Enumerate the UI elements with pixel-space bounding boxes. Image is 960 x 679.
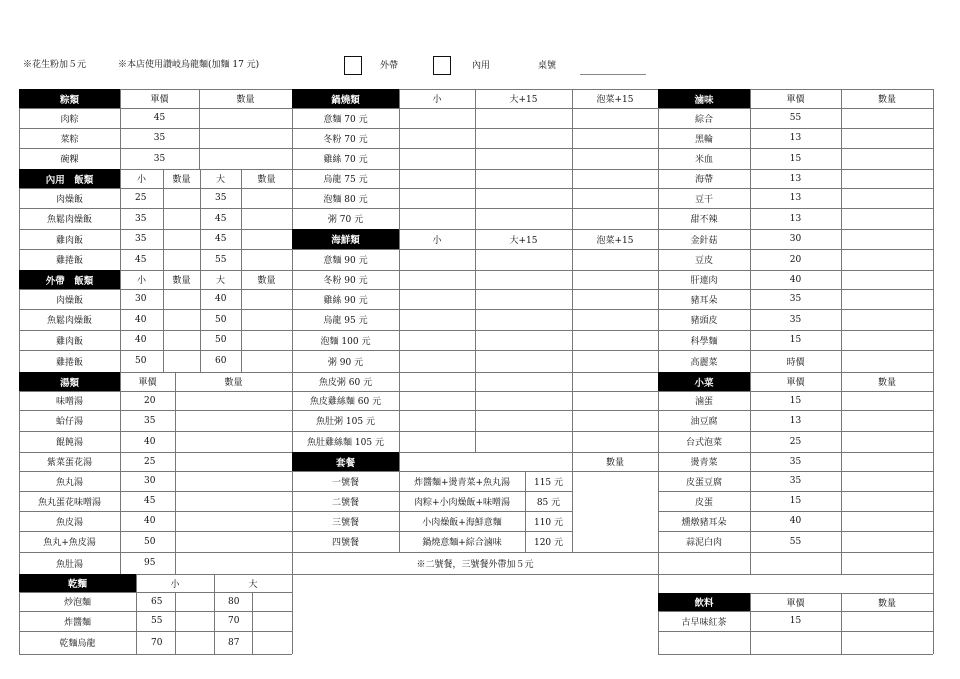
seafood-header: 海鮮類 (292, 229, 399, 249)
dine-in-label: 內用 (472, 61, 491, 71)
list-item: 燙青菜 (690, 458, 718, 468)
dinein-rice-header: 內用 飯類 (19, 169, 120, 188)
item-price: 35 (153, 133, 166, 143)
list-item: 米血 (694, 155, 713, 165)
grid-line (120, 372, 121, 574)
luwei-price-header: 單價 (786, 95, 805, 105)
set-meal-name: 一號餐 (331, 477, 359, 488)
list-item: 滷蛋 (694, 397, 713, 407)
set-meal-content: 鍋燒意麵+綜合滷味 (422, 538, 502, 548)
item-price: 15 (789, 153, 802, 164)
hotpot-veg-header: 泡菜+15 (596, 95, 634, 105)
set-meal-content: 小肉燥飯+海鮮意麵 (422, 517, 502, 528)
grid-line (175, 592, 176, 654)
item-price: 13 (789, 415, 802, 426)
item-price: 25 (144, 456, 156, 467)
hotpot-small-header: 小 (432, 95, 442, 105)
soup-qty-header: 數量 (224, 378, 243, 388)
item-price: 30 (789, 234, 802, 244)
grid-line (658, 574, 933, 575)
list-item: 豆皮 (694, 256, 713, 266)
list-item: 綜合 (694, 114, 713, 125)
list-item: 金針菇 (690, 235, 718, 246)
item-price: 35 (789, 314, 802, 325)
zongzi-qty-header: 數量 (236, 95, 255, 105)
item-price-large: 45 (215, 213, 227, 224)
grid-line (475, 89, 476, 452)
item-price-large: 45 (215, 234, 227, 244)
dine-in-checkbox[interactable] (433, 56, 451, 75)
set-meal-name: 二號餐 (331, 497, 359, 508)
grid-line (658, 631, 933, 632)
set-meal-name: 四號餐 (331, 538, 359, 548)
list-item: 魚肚粥 105 元 (316, 417, 375, 427)
list-item: 高麗菜 (690, 357, 718, 368)
grid-line (933, 89, 934, 654)
list-item: 皮蛋 (694, 497, 713, 508)
list-item: 台式泡菜 (685, 438, 722, 448)
set-meal-content: 肉粽+小肉燥飯+味噌湯 (413, 497, 511, 508)
list-item: 烏龍 75 元 (323, 175, 368, 185)
list-item: 豆干 (694, 194, 713, 205)
item-price: 25 (789, 436, 802, 447)
drinks-price-header: 單價 (786, 598, 805, 609)
list-item: 紫菜蛋花湯 (46, 458, 92, 468)
list-item: 海帶 (694, 175, 713, 185)
grid-line (175, 372, 176, 574)
list-item: 皮蛋豆腐 (685, 477, 722, 488)
item-price: 13 (789, 133, 802, 143)
grid-line (572, 89, 573, 552)
item-price: 40 (144, 436, 156, 447)
item-price: 35 (789, 294, 802, 304)
item-price-small: 30 (135, 294, 147, 304)
list-item: 魚丸湯 (55, 477, 83, 488)
side-dish-qty-header: 數量 (877, 378, 896, 388)
set-meal-note: ※二號餐，三號餐外帶加５元 (416, 559, 534, 570)
list-item: 意麵 70 元 (323, 114, 368, 125)
item-price: 55 (789, 536, 802, 547)
hotpot-header: 鍋燒類 (292, 89, 399, 108)
noodle-note: ※本店使用讚岐烏龍麵(加麵 17 元) (118, 60, 260, 70)
list-item: 泡麵 80 元 (323, 194, 368, 205)
grid-line (252, 592, 253, 654)
grid-line (658, 552, 933, 553)
set-meal-price: 110 元 (533, 517, 564, 528)
item-price: 20 (144, 395, 156, 406)
grid-line (19, 654, 292, 655)
item-price-large: 40 (215, 294, 227, 304)
item-price: 45 (144, 496, 156, 506)
list-item: 肉燥飯 (55, 194, 83, 205)
list-item: 乾麵烏龍 (59, 639, 96, 649)
item-price: 35 (789, 456, 802, 467)
dinein-small-header: 小 (136, 175, 146, 185)
takeout-checkbox[interactable] (344, 56, 362, 75)
grid-line (399, 89, 400, 452)
item-price: 13 (789, 213, 802, 224)
takeout-label: 外帶 (380, 61, 399, 71)
list-item: 魚皮湯 (55, 517, 83, 528)
grid-line (841, 89, 842, 574)
item-price: 13 (789, 193, 802, 203)
list-item: 魚丸+魚皮湯 (43, 538, 96, 548)
list-item: 粥 90 元 (327, 357, 364, 368)
list-item: 油豆腐 (690, 417, 718, 427)
item-price: 35 (789, 476, 802, 486)
item-price: 20 (789, 254, 802, 265)
item-price: 45 (153, 113, 166, 123)
item-price: 40 (789, 274, 802, 285)
item-price: 95 (144, 558, 156, 568)
list-item: 魚鬆肉燥飯 (46, 215, 92, 225)
seafood-veg-header: 泡菜+15 (596, 235, 634, 246)
list-item: 雞絲 90 元 (323, 295, 368, 306)
item-price-small: 50 (135, 356, 147, 366)
item-price-large: 50 (215, 314, 227, 325)
list-item: 雞肉飯 (55, 235, 83, 246)
list-item: 粥 70 元 (327, 215, 364, 225)
takeout-large-header: 大 (215, 276, 225, 286)
item-price-large: 60 (215, 356, 227, 366)
item-price: 50 (144, 536, 156, 547)
list-item: 泡麵 100 元 (320, 336, 371, 347)
seafood-large-header: 大+15 (509, 235, 538, 246)
seafood-small-header: 小 (432, 235, 442, 246)
takeout-qty2-header: 數量 (257, 276, 276, 286)
list-item: 魚鬆肉燥飯 (46, 316, 92, 326)
item-price-small: 35 (135, 234, 147, 244)
takeout-rice-header: 外帶 飯類 (19, 270, 120, 289)
list-item: 味噌湯 (55, 397, 83, 407)
item-price: 15 (789, 395, 802, 406)
takeout-qty-header: 數量 (172, 276, 191, 286)
item-price: 30 (144, 476, 156, 486)
list-item: 雞捲飯 (55, 357, 83, 368)
list-item: 烏龍 95 元 (323, 316, 368, 326)
item-price: 15 (789, 496, 802, 506)
list-item: 雞肉飯 (55, 336, 83, 347)
item-price-large: 55 (215, 254, 227, 265)
list-item: 蒜泥白肉 (685, 538, 722, 548)
item-price: 時價 (786, 357, 805, 368)
item-price-small: 40 (135, 335, 147, 345)
set-meal-content: 炸醬麵+燙青菜+魚丸湯 (413, 477, 511, 488)
list-item: 魚皮雞絲麵 60 元 (309, 397, 382, 407)
dinein-qty-header: 數量 (172, 175, 191, 185)
takeout-small-header: 小 (136, 276, 146, 286)
set-meal-header: 套餐 (292, 452, 399, 471)
item-price-small: 40 (135, 314, 147, 325)
list-item: 魚肚雞絲麵 105 元 (307, 438, 384, 448)
side-dish-price-header: 單價 (786, 378, 805, 388)
list-item: 燻燉豬耳朵 (681, 517, 727, 528)
set-meal-price: 120 元 (533, 538, 564, 548)
hotpot-large-header: 大+15 (509, 95, 538, 105)
list-item: 魚肚湯 (55, 559, 83, 570)
peanut-note: ※花生粉加５元 (23, 60, 87, 70)
list-item: 炸醬麵 (63, 617, 91, 628)
set-meal-price: 85 元 (536, 497, 561, 508)
item-price-large: 80 (228, 596, 240, 607)
item-price: 15 (789, 335, 802, 345)
item-price-large: 35 (215, 193, 227, 203)
list-item: 肉粽 (60, 114, 79, 125)
dry-noodle-large-header: 大 (248, 579, 258, 590)
list-item: 科學麵 (690, 336, 718, 347)
list-item: 豬頭皮 (690, 316, 718, 326)
dinein-qty2-header: 數量 (257, 175, 276, 185)
side-dish-header: 小菜 (658, 372, 750, 391)
item-price-large: 87 (228, 637, 240, 648)
zongzi-price-header: 單價 (150, 95, 169, 105)
item-price: 35 (153, 153, 166, 164)
list-item: 冬粉 90 元 (323, 276, 368, 286)
item-price-large: 50 (215, 335, 227, 345)
item-price-small: 55 (151, 616, 163, 626)
item-price: 55 (789, 113, 802, 123)
dry-noodle-small-header: 小 (170, 579, 180, 590)
item-price: 13 (789, 173, 802, 184)
set-meal-qty-header: 數量 (605, 458, 624, 468)
table-number-label: 桌號 (538, 61, 557, 71)
drinks-header: 飲料 (658, 593, 750, 611)
luwei-header: 滷味 (658, 89, 750, 108)
zongzi-header: 粽類 (19, 89, 120, 108)
soup-header: 湯類 (19, 372, 120, 391)
item-price: 40 (789, 516, 802, 526)
item-price: 35 (144, 415, 156, 426)
item-price: 40 (144, 516, 156, 526)
item-price-small: 25 (135, 193, 147, 203)
list-item: 菜粽 (60, 134, 79, 145)
grid-line (292, 574, 658, 575)
dry-noodle-header: 乾麵 (19, 574, 136, 592)
list-item: 豬耳朵 (690, 295, 718, 306)
drinks-qty-header: 數量 (877, 598, 896, 609)
item-price: 15 (789, 616, 802, 626)
list-item: 炒泡麵 (63, 598, 91, 608)
set-meal-name: 三號餐 (331, 517, 359, 528)
set-meal-price: 115 元 (533, 477, 564, 488)
list-item: 黑輪 (694, 134, 713, 145)
list-item: 魚丸蛋花味噌湯 (37, 497, 101, 508)
grid-line (658, 654, 933, 655)
item-price-small: 45 (135, 254, 147, 265)
dinein-large-header: 大 (215, 175, 225, 185)
list-item: 餛飩湯 (55, 438, 83, 448)
item-price-large: 70 (228, 616, 240, 626)
list-item: 碗粿 (60, 155, 79, 165)
item-price-small: 65 (151, 596, 163, 607)
list-item: 冬粉 70 元 (323, 134, 368, 145)
list-item: 肉燥飯 (55, 295, 83, 306)
list-item: 甜不辣 (690, 215, 718, 225)
soup-price-header: 單價 (138, 378, 157, 388)
item-price-small: 70 (151, 637, 163, 648)
list-item: 魚皮粥 60 元 (318, 378, 373, 388)
luwei-qty-header: 數量 (877, 95, 896, 105)
table-number-input[interactable] (580, 74, 646, 75)
list-item: 雞捲飯 (55, 256, 83, 266)
list-item: 蛤仔湯 (55, 417, 83, 427)
list-item: 古早味紅茶 (681, 617, 727, 628)
list-item: 意麵 90 元 (323, 256, 368, 266)
item-price-small: 35 (135, 213, 147, 224)
list-item: 雞絲 70 元 (323, 155, 368, 165)
list-item: 肝連肉 (690, 276, 718, 286)
